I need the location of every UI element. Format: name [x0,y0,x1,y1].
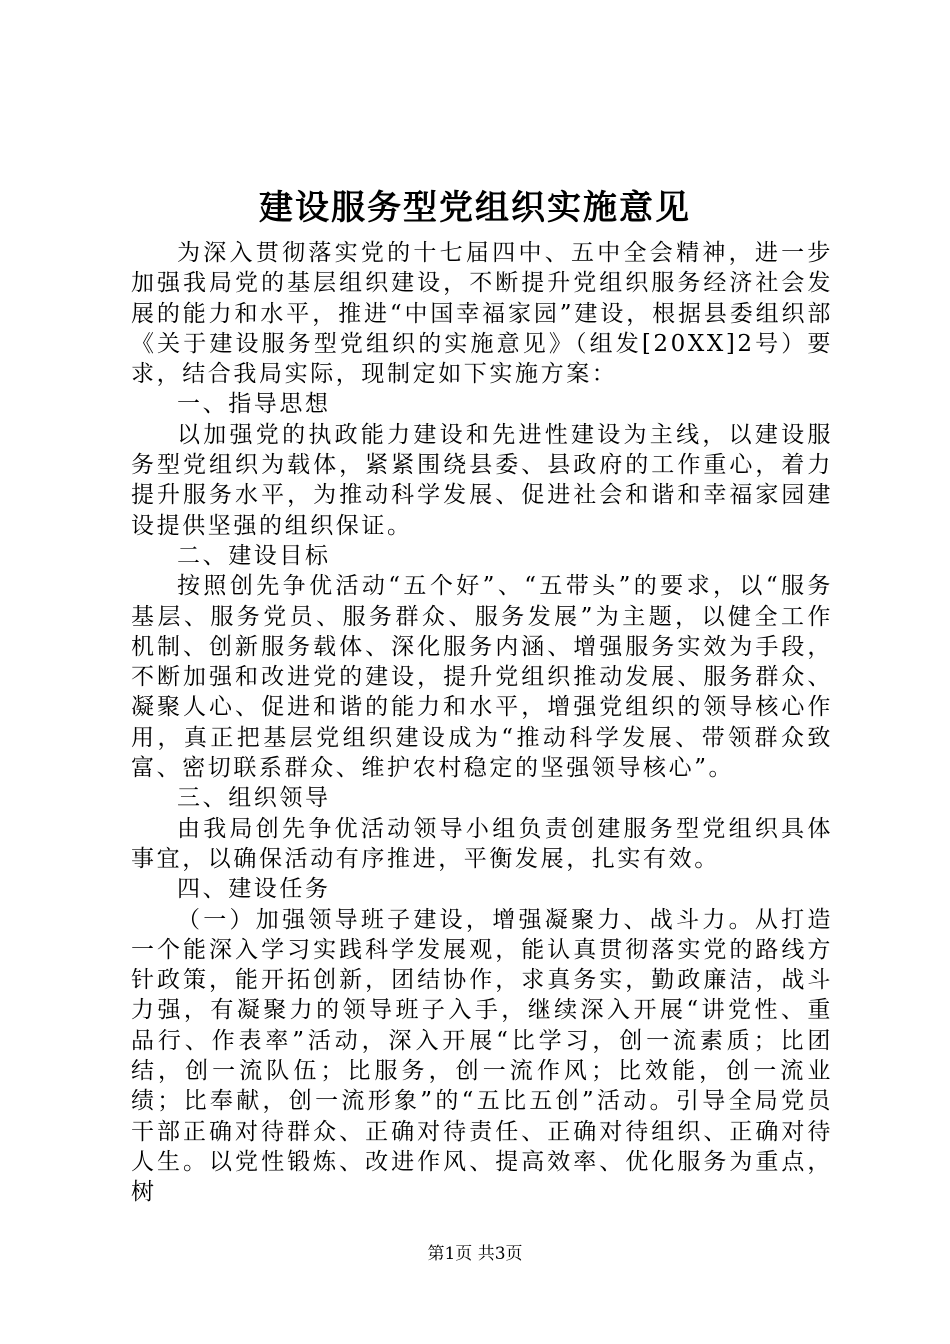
document-title: 建设服务型党组织实施意见 [259,188,691,228]
page-footer: 第1页 共3页 [427,1244,523,1264]
guiding-ideology-paragraph: 以加强党的执政能力建设和先进性建设为主线，以建设服务型党组织为载体，紧紧围绕县委、县政府的工作重心，着力提升服务水平，为推动科学发展、促进社会和谐和幸福家园建设提供坚强的组织保证。 [131,421,833,539]
intro-paragraph: 为深入贯彻落实党的十七届四中、五中全会精神，进一步加强我局党的基层组织建设，不断提升党组织服务经济社会发展的能力和水平，推进“中国幸福家园”建设，根据县委组织部《关于建设服务型党组织的实施意见》（组发[20XX]2号）要求，结合我局实际，现制定如下实施方案： [131,240,833,388]
section-heading-goals: 二、建设目标 [177,542,331,569]
section-heading-leadership: 三、组织领导 [177,785,331,812]
leadership-paragraph: 由我局创先争优活动领导小组负责创建服务型党组织具体事宜，以确保活动有序推进，平衡发展，扎实有效。 [131,815,833,872]
tasks-paragraph-1: （一）加强领导班子建设，增强凝聚力、战斗力。从打造一个能深入学习实践科学发展观，能认真贯彻落实党的路线方针政策，能开拓创新，团结协作，求真务实，勤政廉洁，战斗力强，有凝聚力的领导班子入手，继续深入开展“讲党性、重品行、作表率”活动，深入开展“比学习，创一流素质；比团结，创一流队伍；比服务，创一流作风；比效能，创一流业绩；比奉献，创一流形象”的“五比五创”活动。引导全局党员干部正确对待群众、正确对待责任、正确对待组织、正确对待人生。以党性锻炼、改进作风、提高效率、优化服务为重点，树 [131,906,833,1206]
section-heading-tasks: 四、建设任务 [177,876,331,903]
section-heading-guiding-ideology: 一、指导思想 [177,391,331,418]
document-body [131,238,833,1208]
goals-paragraph: 按照创先争优活动“五个好”、“五带头”的要求，以“服务基层、服务党员、服务群众、服务发展”为主题，以健全工作机制、创新服务载体、深化服务内涵、增强服务实效为手段，不断加强和改进党的建设，提升党组织推动发展、服务群众、凝聚人心、促进和谐的能力和水平，增强党组织的领导核心作用，真正把基层党组织建设成为“推动科学发展、带领群众致富、密切联系群众、维护农村稳定的坚强领导核心”。 [131,573,833,782]
